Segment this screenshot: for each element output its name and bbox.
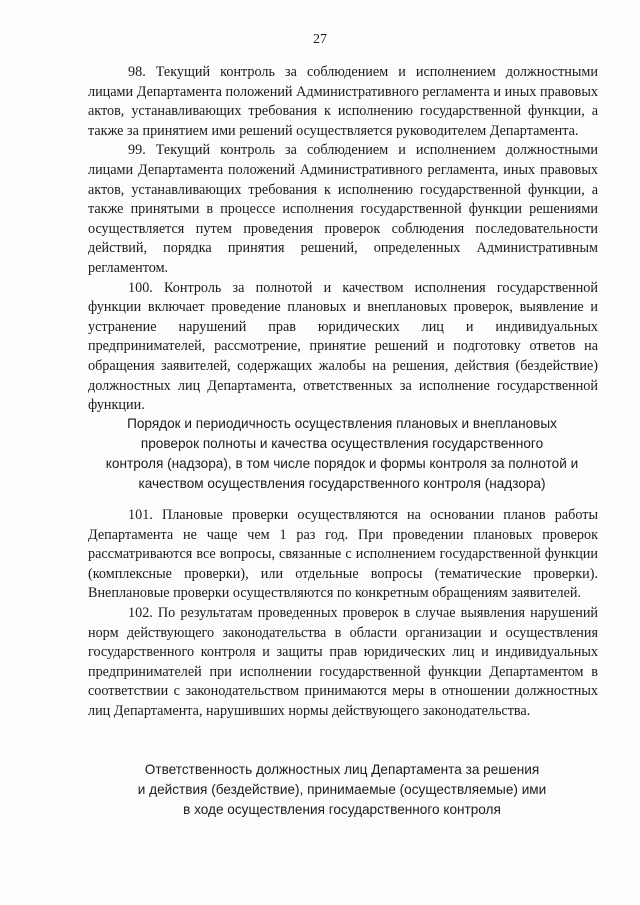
- section-heading-responsibility: [92, 760, 592, 820]
- heading-line: контроля (надзора), в том числе порядок и формы контроля за полнотой и: [105, 456, 579, 471]
- text-block-inspections: [88, 506, 598, 722]
- heading-line: и действия (бездействие), принимаемые (осуществляемые) ими: [137, 782, 547, 797]
- section-heading-inspections: [92, 414, 592, 494]
- paragraph-102: 102. По результатам проведенных проверок в случае выявления нарушений норм действующего законодательства в области организации и осуществления государственного контроля и защиты прав юридических лиц и индивидуальных предпринимателей при исполнении государственной функции Департаментом в соответствии с законодательством принимаются меры в отношении должностных лиц Департамента, нарушивших нормы действующего законодательства.: [88, 604, 598, 719]
- paragraph-101: 101. Плановые проверки осуществляются на основании планов работы Департамента не чаще чем 1 раз год. При проведении плановых проверок рассматриваются все вопросы, связанные с исполнением государственной функции (комплексные проверки), или отдельные вопросы (тематические проверки). Внеплановые проверки осуществляются по конкретным обращениям заявителей.: [88, 507, 598, 602]
- heading-line: Порядок и периодичность осуществления плановых и внеплановых: [127, 416, 557, 431]
- heading-line: Ответственность должностных лиц Департамента за решения: [144, 762, 540, 777]
- heading-line: в ходе осуществления государственного контроля: [183, 802, 501, 817]
- page-number: 27: [313, 32, 327, 47]
- paragraph-99: 99. Текущий контроль за соблюдением и исполнением должностными лицами Департамента положений Административного регламента, иных правовых актов, устанавливающих требования к исполнению государственной функции, а также принятыми в процессе исполнения государственной функции решениями осуществляется путем проведения проверок соблюдения последовательности действий, порядка принятия решений, определенных Административным регламентом.: [88, 142, 598, 276]
- heading-line: проверок полноты и качества осуществления государственного: [140, 436, 544, 451]
- heading-line: качеством осуществления государственного контроля (надзора): [138, 476, 546, 491]
- text-block-monitoring: [88, 63, 598, 416]
- paragraph-100: 100. Контроль за полнотой и качеством исполнения государственной функции включает проведение плановых и внеплановых проверок, выявление и устранение нарушений прав юридических лиц и индивидуальных предпринимателей, рассмотрение, принятие решений и подготовку ответов на обращения заявителей, содержащих жалобы на решения, действия (бездействие) должностных лиц Департамента, ответственных за исполнение государственной функции.: [88, 279, 598, 414]
- paragraph-98: 98. Текущий контроль за соблюдением и исполнением должностными лицами Департамента положений Административного регламента и иных правовых актов, устанавливающих требования к исполнению государственной функции, а также за принятием ими решений осуществляется руководителем Департамента.: [88, 64, 598, 139]
